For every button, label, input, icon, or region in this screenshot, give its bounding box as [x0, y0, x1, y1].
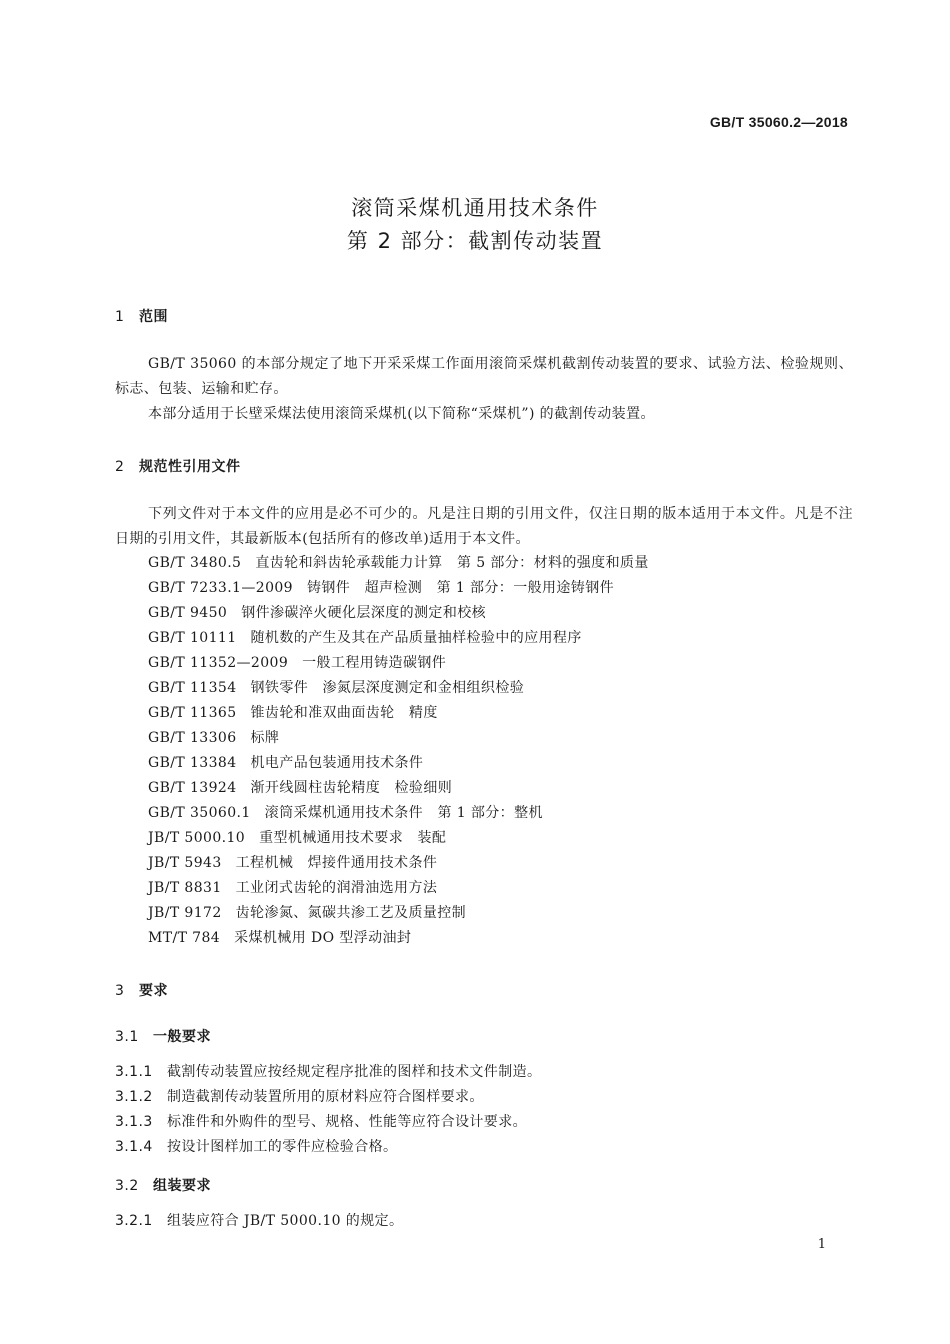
- clause-text: 制造截割传动装置所用的原材料应符合图样要求。: [167, 1089, 484, 1105]
- reference-code: GB/T 11352—2009: [148, 655, 289, 671]
- reference-item: [148, 551, 649, 576]
- title-line-1: 滚筒采煤机通用技术条件: [351, 196, 599, 220]
- reference-code: JB/T 8831: [148, 880, 222, 896]
- reference-title: 采煤机械用 DO 型浮动油封: [234, 930, 412, 946]
- reference-item: [148, 851, 649, 876]
- subsection-number: 3.1: [115, 1029, 139, 1045]
- reference-item: [148, 801, 649, 826]
- clause-number: 3.1.4: [115, 1139, 153, 1155]
- section-number: 3: [115, 983, 125, 999]
- reference-item: [148, 576, 649, 601]
- clause-number: 3.1.1: [115, 1064, 153, 1080]
- reference-code: JB/T 9172: [148, 905, 222, 921]
- reference-item: [148, 601, 649, 626]
- subsection-heading-assembly: [115, 1175, 211, 1195]
- reference-code: GB/T 13306: [148, 730, 237, 746]
- section-number: 1: [115, 309, 125, 325]
- reference-code: GB/T 11365: [148, 705, 237, 721]
- reference-code: GB/T 13924: [148, 780, 237, 796]
- standard-code: GB/T 35060.2—2018: [709, 114, 848, 130]
- scope-paragraph-2: 本部分适用于长壁采煤法使用滚筒采煤机(以下简称“采煤机”) 的截割传动装置。: [148, 406, 655, 422]
- clause: [115, 1060, 541, 1085]
- clause-number: 3.1.2: [115, 1089, 153, 1105]
- reference-item: [148, 926, 649, 951]
- clause: [115, 1135, 397, 1160]
- clause-text: 截割传动装置应按经规定程序批准的图样和技术文件制造。: [167, 1064, 542, 1080]
- reference-code: GB/T 7233.1—2009: [148, 580, 293, 596]
- clause-text: 按设计图样加工的零件应检验合格。: [167, 1139, 398, 1155]
- clause: [115, 1110, 527, 1135]
- section-heading-scope: [115, 306, 168, 326]
- reference-code: GB/T 3480.5: [148, 555, 242, 571]
- reference-title: 铸钢件 超声检测 第 1 部分：一般用途铸钢件: [307, 580, 615, 596]
- section-title: 要求: [139, 983, 168, 999]
- title-line-2: 第 2 部分：截割传动装置: [346, 229, 604, 253]
- reference-code: GB/T 9450: [148, 605, 228, 621]
- reference-item: [148, 901, 649, 926]
- page-number: 1: [817, 1237, 826, 1252]
- reference-code: GB/T 11354: [148, 680, 237, 696]
- clause-number: 3.1.3: [115, 1114, 153, 1130]
- reference-title: 机电产品包装通用技术条件: [250, 755, 424, 771]
- subsection-title: 组装要求: [153, 1178, 211, 1194]
- reference-item: [148, 726, 649, 751]
- reference-item: [148, 876, 649, 901]
- subsection-number: 3.2: [115, 1178, 139, 1194]
- reference-title: 钢件渗碳淬火硬化层深度的测定和校核: [241, 605, 487, 621]
- reference-item: [148, 651, 649, 676]
- reference-item: [148, 626, 649, 651]
- reference-title: 滚筒采煤机通用技术条件 第 1 部分：整机: [264, 805, 543, 821]
- reference-title: 渐开线圆柱齿轮精度 检验细则: [250, 780, 453, 796]
- reference-code: JB/T 5000.10: [148, 830, 246, 846]
- reference-list: [148, 551, 649, 951]
- reference-title: 一般工程用铸造碳钢件: [302, 655, 447, 671]
- reference-title: 钢铁零件 渗氮层深度测定和金相组织检验: [250, 680, 525, 696]
- reference-title: 工程机械 焊接件通用技术条件: [235, 855, 438, 871]
- reference-title: 直齿轮和斜齿轮承载能力计算 第 5 部分：材料的强度和质量: [255, 555, 649, 571]
- reference-item: [148, 776, 649, 801]
- section-heading-normative-references: [115, 456, 241, 476]
- reference-title: 随机数的产生及其在产品质量抽样检验中的应用程序: [250, 630, 582, 646]
- clause-number: 3.2.1: [115, 1213, 153, 1229]
- scope-paragraph-1: GB/T 35060 的本部分规定了地下开采采煤工作面用滚筒采煤机截割传动装置的要求、试验方法、检验规则、标志、包装、运输和贮存。: [115, 356, 853, 397]
- reference-item: [148, 751, 649, 776]
- reference-code: GB/T 10111: [148, 630, 237, 646]
- clause-text: 组装应符合 JB/T 5000.10 的规定。: [167, 1213, 404, 1229]
- subsection-title: 一般要求: [153, 1029, 211, 1045]
- subsection-heading-general: [115, 1026, 211, 1046]
- reference-code: JB/T 5943: [148, 855, 222, 871]
- reference-title: 标牌: [250, 730, 280, 746]
- reference-item: [148, 826, 649, 851]
- section-title: 规范性引用文件: [139, 459, 241, 475]
- reference-title: 锥齿轮和准双曲面齿轮 精度: [250, 705, 438, 721]
- reference-code: GB/T 35060.1: [148, 805, 251, 821]
- section-title: 范围: [139, 309, 168, 325]
- references-intro: 下列文件对于本文件的应用是必不可少的。凡是注日期的引用文件，仅注日期的版本适用于本文件。凡是不注日期的引用文件，其最新版本(包括所有的修改单)适用于本文件。: [115, 506, 853, 547]
- clause: [115, 1209, 403, 1234]
- reference-code: GB/T 13384: [148, 755, 237, 771]
- section-number: 2: [115, 459, 125, 475]
- clause: [115, 1085, 484, 1110]
- document-title: [0, 192, 950, 258]
- reference-title: 重型机械通用技术要求 装配: [259, 830, 447, 846]
- reference-item: [148, 701, 649, 726]
- reference-code: MT/T 784: [148, 930, 221, 946]
- section-heading-requirements: [115, 980, 168, 1000]
- clause-text: 标准件和外购件的型号、规格、性能等应符合设计要求。: [167, 1114, 527, 1130]
- reference-title: 工业闭式齿轮的润滑油选用方法: [235, 880, 438, 896]
- reference-title: 齿轮渗氮、氮碳共渗工艺及质量控制: [235, 905, 467, 921]
- reference-item: [148, 676, 649, 701]
